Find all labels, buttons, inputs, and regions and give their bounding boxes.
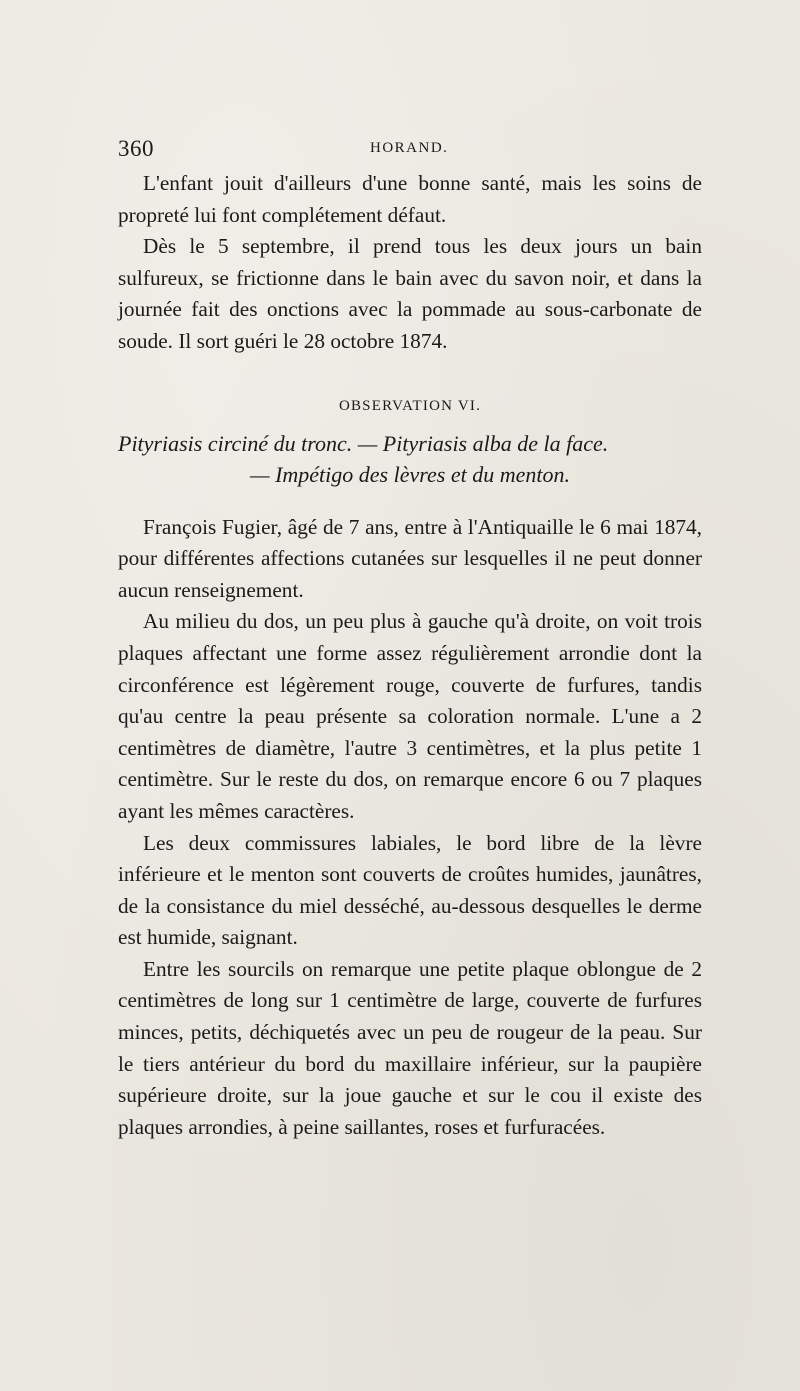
paragraph: François Fugier, âgé de 7 ans, entre à l'Antiquaille le 6 mai 1874, pour différentes affections cutanées sur lesquelles il ne peut donner aucun renseignement. xyxy=(118,514,702,602)
running-head: HORAND. xyxy=(370,140,449,156)
paragraph: L'enfant jouit d'ailleurs d'une bonne santé, mais les soins de propreté lui font complétement défaut. xyxy=(118,171,702,227)
body-text xyxy=(118,168,702,1143)
paragraph: Au milieu du dos, un peu plus à gauche qu'à droite, on voit trois plaques affectant une forme assez régulièrement arrondie dont la circonférence est légèrement rouge, couverte de furfures, tandis qu'au centre la peau présente sa coloration normale. L'une a 2 centimètres de diamètre, l'autre 3 centimètres, et la plus petite 1 centimètre. Sur le reste du dos, on remarque encore 6 ou 7 plaques ayant les mêmes caractères. xyxy=(118,609,702,823)
paragraph: Dès le 5 septembre, il prend tous les deux jours un bain sulfureux, se frictionne dans le bain avec du savon noir, et dans la journée fait des onctions avec la pommade au sous-carbonate de soude. Il sort guéri le 28 octobre 1874. xyxy=(118,234,702,353)
observation-title-line-1: Pityriasis circiné du tronc. — Pityriasis alba de la face. xyxy=(118,430,609,456)
observation-title-line-2: — Impétigo des lèvres et du menton. xyxy=(250,461,570,487)
paragraph: Entre les sourcils on remarque une petite plaque oblongue de 2 centimètres de long sur 1 centimètre de large, couverte de furfures minces, petits, déchiquetés avec un peu de rougeur de la peau. Sur le tiers antérieur du bord du maxillaire inférieur, sur la paupière supérieure droite, sur la joue gauche et sur le cou il existe des plaques arrondies, à peine saillantes, roses et furfuracées. xyxy=(118,956,702,1139)
paragraph: Les deux commissures labiales, le bord libre de la lèvre inférieure et le menton sont couverts de croûtes humides, jaunâtres, de la consistance du miel desséché, au-dessous desquelles le derme est humide, saignant. xyxy=(118,830,702,950)
page-header xyxy=(118,136,702,164)
page-number: 360 xyxy=(118,136,154,161)
observation-title xyxy=(118,428,702,512)
observation-heading: OBSERVATION VI. xyxy=(338,397,482,414)
